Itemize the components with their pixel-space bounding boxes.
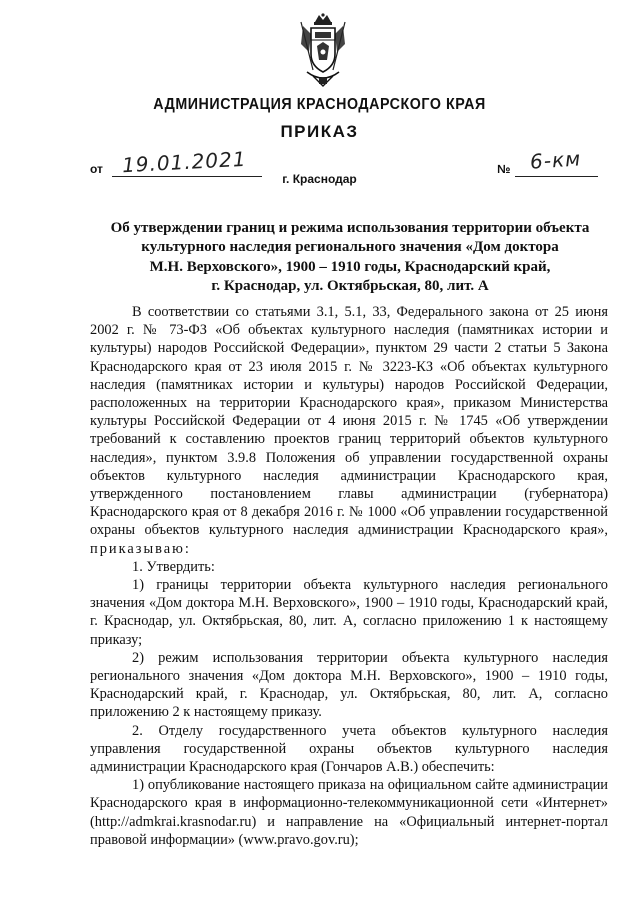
organization-name: АДМИНИСТРАЦИЯ КРАСНОДАРСКОГО КРАЯ [153, 96, 486, 113]
title-line: М.Н. Верховского», 1900 – 1910 годы, Краснодарский край, [149, 258, 551, 275]
item-1-2: 2) режим использования территории объекта культурного наследия регионального значения «Дом доктора М.Н. Верховского», 1900 – 1910 годы, Краснодарский край, г. Краснодар, ул. Октябрьская, 80, лит. А, согласно приложению 2 к настоящему приказу. [90, 649, 608, 721]
preamble-paragraph [90, 303, 608, 558]
document-title [100, 219, 600, 296]
handwritten-number: 6-км [529, 146, 582, 174]
document-type: ПРИКАЗ [280, 122, 359, 141]
number-label: № [497, 162, 511, 176]
handwritten-date: 19.01.2021 [121, 146, 248, 178]
preamble-text: В соответствии со статьями 3.1, 5.1, 33, Федерального закона от 25 июня 2002 г. № 73-ФЗ «Об объектах культурного наследия (памятниках истории и культуры) народов Российской Федерации», пунктом 29 части 2 статьи 5 Закона Краснодарского края от 23 июля 2015 г. № 3223-КЗ «Об объектах культурного наследия (памятниках истории и культуры) народов Российской Федерации, расположенных на территории Краснодарского края», приказом Министерства культуры Российской Федерации от 4 июня 2015 г. № 1745 «Об утверждении требований к составлению проектов границ территорий объектов культурного наследия», пунктом 3.9.8 Положения об управлении государственной охраны объектов культурного наследия администрации Краснодарского края, утвержденного постановлением главы администрации (губернатора) Краснодарского края от 8 декабря 2016 г. № 1000 «Об управлении государственной охраны объектов культурного наследия администрации Краснодарского края», [90, 304, 608, 539]
title-line: культурного наследия регионального значения «Дом доктора [141, 239, 559, 256]
date-label: от [90, 162, 103, 176]
krasnodar-krai-coat-of-arms-icon [297, 12, 349, 88]
item-1-1: 1) границы территории объекта культурного наследия регионального значения «Дом доктора М.Н. Верховского», 1900 – 1910 годы, Краснодарский край, г. Краснодар, ул. Октябрьская, 80, лит. А, согласно приложению 1 к настоящему приказу; [90, 577, 608, 648]
order-word: приказываю: [90, 540, 191, 557]
item-2-1: 1) опубликование настоящего приказа на официальном сайте администрации Краснодарского края в информационно-телекоммуникационной сети «Интернет» (http://admkrai.krasnodar.ru) и направление на «Официальный интернет-портал правовой информации» (www.pravo.gov.ru); [90, 777, 608, 848]
title-line: Об утверждении границ и режима использования территории объекта [110, 220, 590, 236]
item-1: 1. Утвердить: [132, 558, 215, 575]
title-line: г. Краснодар, ул. Октябрьская, 80, лит. А [211, 277, 489, 294]
city-line: г. Краснодар [282, 172, 357, 186]
document-body [90, 303, 608, 849]
item-2: 2. Отделу государственного учета объектов культурного наследия управления государственной охраны объектов культурного наследия администрации Краснодарского края (Гончаров А.В.) обеспечить: [90, 722, 608, 776]
